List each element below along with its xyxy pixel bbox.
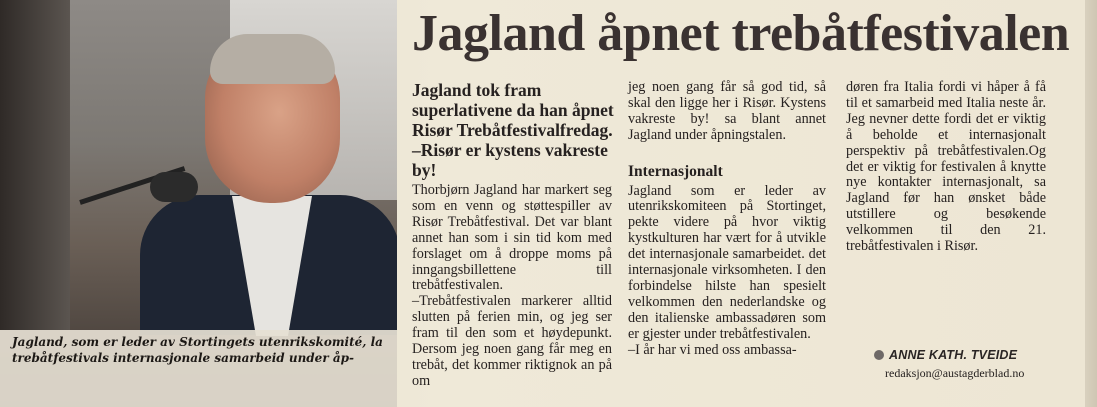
article-ingress: Jagland tok fram superlativene da han åpnet Risør Trebåtfestivalfredag. –Risør er kystens vakreste by! <box>412 80 614 180</box>
paragraph: døren fra Italia fordi vi håper å få til et samarbeid med Italia neste år. Jeg nevner dette fordi det er viktig å beholde et internasjonalt perspektiv på trebåtfestivalen.Og det er viktig for festivalen å knytte nye kontakter internasjonalt, sa Jagland før han ønsket både utstillere og besøkende velkommen til den 21. trebåtfestivalen i Risør. <box>846 79 1046 255</box>
photo-speaker-hair <box>210 34 335 84</box>
page-edge <box>1085 0 1097 407</box>
paragraph: jeg noen gang får så god tid, så skal den ligge her i Risør. Kystens vakreste by! sa blant annet Jagland under åpningstalen. <box>628 79 826 143</box>
paragraph: –Trebåtfestivalen markerer alltid slutten på ferien min, og jeg ser fram til den som et høydepunkt. Dersom jeg noen gang får meg en trebåt, det kommer riktignok an på om <box>412 293 612 389</box>
text-column-3 <box>846 80 1046 255</box>
article-photo <box>0 0 397 407</box>
byline <box>874 348 1017 362</box>
article-headline: Jagland åpnet trebåtfestivalen <box>412 5 1070 62</box>
byline-name: ANNE KATH. TVEIDE <box>889 348 1018 362</box>
photo-background-left <box>0 0 70 330</box>
text-column-2 <box>628 80 826 359</box>
photo-caption: Jagland, som er leder av Stortingets utenrikskomité, la trebåtfestivals internasjonale samarbeid under åp- <box>12 335 383 365</box>
byline-email: redaksjon@austagderblad.no <box>885 366 1025 380</box>
microphone-icon <box>150 172 198 202</box>
subheading: Internasjonalt <box>628 162 723 180</box>
bullet-icon <box>874 350 884 360</box>
paragraph: Thorbjørn Jagland har markert seg som en venn og støttespiller av Risør Trebåtfestival. Det var blant annet han som i sin tid kom med forslaget om å droppe moms på inngangsbillettene till trebåtfestivalen. <box>412 182 612 294</box>
paragraph: –I år har vi med oss ambassa- <box>628 341 797 358</box>
text-column-1 <box>412 183 612 390</box>
paragraph: Jagland som er leder av utenrikskomiteen på Stortinget, pekte videre på hvor viktig kystkulturen har vært for å utvikle det internasjonale samarbeidet. det internasjonale virksomheten. I den forbindelse hilste han spesielt velkommen den nederlandske og den italienske ambassadøren som er gjester under trebåtfestivalen. <box>628 182 826 342</box>
